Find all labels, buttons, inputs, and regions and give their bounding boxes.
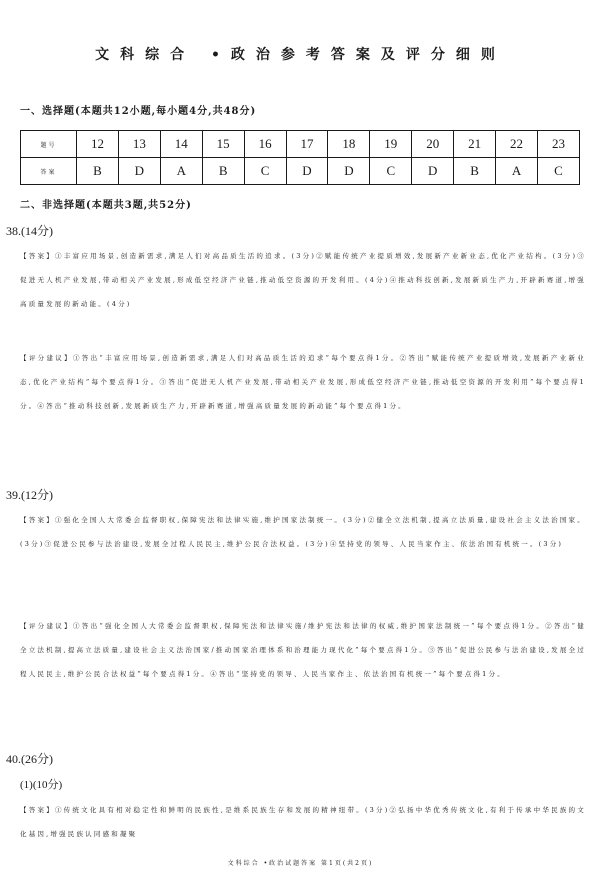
question-number: 18 [328, 131, 370, 158]
question-number: 13 [118, 131, 160, 158]
question-number: 15 [202, 131, 244, 158]
answer-letter: C [244, 158, 286, 185]
question-40-heading: 40.(26分) [6, 752, 53, 766]
question-40-part-1: (1)(10分) [20, 779, 63, 791]
question-number: 16 [244, 131, 286, 158]
question-38-scoring: 【评分建议】①答出“丰富应用场景,创造新需求,满足人们对高品质生活的追求”每个要点得1分。②答出“赋能传统产业提质增效,发展新产业新业态,优化产业结构”每个要点得1分。③答出“促进无人机产业发展,带动相关产业发展,形成低空经济产业链,推动低空资源的开发利用”每个要点得1分。④答出“推动科技创新,发展新质生产力,开辟新赛道,增强高质量发展的新动能”每个要点得1分。 [20, 354, 586, 410]
question-39-heading: 39.(12分) [6, 488, 53, 502]
question-number: 22 [496, 131, 538, 158]
answer-letter: C [370, 158, 412, 185]
row-label-answer: 答案 [21, 158, 77, 185]
row-label-number: 题号 [21, 131, 77, 158]
question-number: 12 [77, 131, 119, 158]
page-title: 文科综合 •政治参考答案及评分细则 [95, 47, 506, 63]
question-number: 21 [454, 131, 496, 158]
answer-letter: B [202, 158, 244, 185]
question-number: 19 [370, 131, 412, 158]
section-1-heading: 一、选择题(本题共12小题,每小题4分,共48分) [20, 106, 257, 117]
question-number: 20 [412, 131, 454, 158]
answer-table [20, 130, 580, 185]
question-39-scoring: 【评分建议】①答出“强化全国人大常委会监督职权,保障宪法和法律实施/维护宪法和法律的权威,维护国家法制统一”每个要点得1分。②答出“健全立法机制,提高立法质量,建设社会主义法治国家/推动国家治理体系和治理能力现代化”每个要点得1分。③答出“促进公民参与法治建设,发展全过程人民民主,维护公民合法权益”每个要点得1分。④答出“坚持党的领导、人民当家作主、依法治国有机统一”每个要点得1分。 [20, 622, 586, 678]
answer-letter: A [160, 158, 202, 185]
answer-letter: D [328, 158, 370, 185]
question-number: 23 [537, 131, 579, 158]
page-footer: 文科综合 •政治试题答案 第1页(共2页) [227, 860, 374, 867]
question-38-answer: 【答案】①丰富应用场景,创造新需求,满足人们对高品质生活的追求。(3分)②赋能传统产业提质增效,发展新产业新业态,优化产业结构。(3分)③促进无人机产业发展,带动相关产业发展,形成低空经济产业链,推动低空资源的开发利用。(4分)④推动科技创新,发展新质生产力,开辟新赛道,增强高质量发展的新动能。(4分) [20, 252, 586, 308]
answer-letter: B [77, 158, 119, 185]
answer-letter: C [537, 158, 579, 185]
question-40-answer: 【答案】①传统文化具有相对稳定性和鲜明的民族性,是维系民族生存和发展的精神纽带。(3分)②弘扬中华优秀传统文化,有利于传承中华民族的文化基因,增强民族认同感和凝聚 [20, 806, 586, 838]
answer-letter: B [454, 158, 496, 185]
answer-letter: A [496, 158, 538, 185]
table-row-answers [21, 158, 580, 185]
question-39-answer: 【答案】①强化全国人大常委会监督职权,保障宪法和法律实施,维护国家法制统一。(3分)②健全立法机制,提高立法质量,建设社会主义法治国家。(3分)③促进公民参与法治建设,发展全过程人民民主,维护公民合法权益。(3分)④坚持党的领导、人民当家作主、依法治国有机统一。(3分) [20, 516, 586, 548]
answer-letter: D [286, 158, 328, 185]
question-number: 14 [160, 131, 202, 158]
answer-letter: D [412, 158, 454, 185]
table-row-numbers [21, 131, 580, 158]
question-38-heading: 38.(14分) [6, 224, 53, 238]
answer-letter: D [118, 158, 160, 185]
question-number: 17 [286, 131, 328, 158]
section-2-heading: 二、非选择题(本题共3题,共52分) [20, 200, 192, 211]
